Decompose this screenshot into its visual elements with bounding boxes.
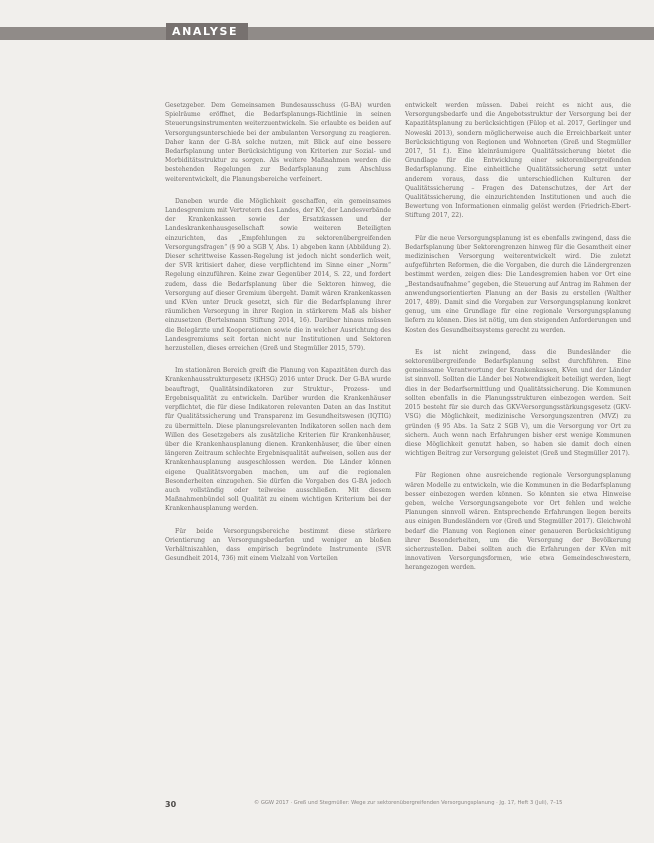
paragraph: Gesetzgeber. Dem Gemeinsamen Bundesausschuss (G-BA) wurden Spielräume eröffnet, die Bedarfsplanungs-Richtlinie in seinen Steuerungsinstrumenten weiterzuentwickeln. Sie erlaubte es beiden auf Versorgungsunterschiede bei der ambulanten Versorgung zu reagieren. Daher kann der G-BA solche nutzen, mit Blick auf eine bessere Bedarfsplanung unter Berücksichtigung von Kriterien zur Sozial- und Morbiditätsstruktur zu sorgen. Als weitere Maßnahmen werden die bestehenden Regelungen zur Bedarfsplanung zum Abschluss weiterentwickelt, die Planungsbereiche verfeinert.	[165, 102, 391, 183]
paragraph: Für Regionen ohne ausreichende regionale Versorgungsplanung wären Modelle zu entwickeln, wie die Kommunen in die Bedarfsplanung besser einbezogen werden können. So könnten sie etwa Hinweise geben, welche Versorgungsangebote vor Ort fehlen und welche Planungen sinnvoll wären. Entsprechende Erfahrungen liegen bereits aus einigen Bundesländern vor (Greß und Stegmüller 2017). Gleichwohl bedarf die Planung von Regionen einer genaueren Berücksichtigung ihrer Besonderheiten, um die Versorgung der Bevölkerung sicherzustellen. Dabei sollten auch die Erfahrungen der KVen mit innovativen Versorgungsformen, wie etwa Gemeindeschwestern, herangezogen werden.	[405, 472, 631, 572]
paragraph: Im stationären Bereich greift die Planung von Kapazitäten durch das Krankenhausstrukturgesetz (KHSG) 2016 unter Druck. Der G-BA wurde beauftragt, Qualitätsindikatoren zur Struktur-, Prozess- und Ergebnisqualität zu entwickeln. Darüber wurden die Krankenhäuser verpflichtet, die für diese Indikatoren relevanten Daten an das Institut für Qualitätssicherung und Transparenz im Gesundheitswesen (IQTIG) zu übermitteln. Diese planungsrelevanten Indikatoren sollen nach dem Willen des Gesetzgebers als zusätzliche Kriterien für Krankenhäuser, über die Krankenhausplanung dienen. Krankenhäuser, die über einen längeren Zeitraum schlechte Ergebnisqualität aufweisen, sollen aus der Krankenhausplanung ausgeschlossen werden. Die Länder können eigene Qualitätsvorgaben machen, um auf die regionalen Besonderheiten einzugehen. Sie dürfen die Vorgaben des G-BA jedoch auch vollständig oder teilweise ausschließen. Mit diesem Maßnahmenbündel soll Qualität zu einem wichtigen Kriterium bei der Krankenhausplanung werden.	[165, 367, 391, 513]
left-column	[165, 101, 391, 576]
page-number: 30	[165, 800, 177, 809]
paragraph: Für die neue Versorgungsplanung ist es ebenfalls zwingend, dass die Bedarfsplanung über Sektorengrenzen hinweg für die Gesamtheit einer medizinischen Versorgung weiterentwickelt wird. Die zuletzt aufgeführten Reformen, die die Vorgaben, die durch die Ländergrenzen bestimmt werden, zeigen dies: Die Landesgremien haben vor Ort eine „Bestandsaufnahme“ gegeben, die Steuerung auf Antrag im Rahmen der anwendungsorientierten Planung an der Basis zu erstellen (Walther 2017, 489). Damit sind die Vorgaben zur Versorgungsplanung konkret genug, um eine Grundlage für eine regionale Versorgungsplanung liefern zu können. Dies ist nötig, um den steigenden Anforderungen und Kosten des Gesundheitssystems gerecht zu werden.	[405, 234, 631, 334]
right-column	[405, 101, 631, 586]
paragraph: entwickelt werden müssen. Dabei reicht es nicht aus, die Versorgungsbedarfe und die Angebotsstruktur der Versorgung bei der Kapazitätsplanung zu berücksichtigen (Fülop et al. 2017, Gerlinger und Noweski 2013), sondern möglicherweise auch die Erreichbarkeit unter Berücksichtigung von Regionen und Wohnorten (Greß und Stegmüller 2017, 51 f.). Eine kleinräumigere Qualitätssicherung bietet die Grundlage für die Entwicklung einer sektorenübergreifenden Bedarfsplanung. Eine einheitliche Qualitätssicherung setzt unter anderem voraus, dass die unterschiedlichen Kulturen der Qualitätssicherung – Fragen des Datenschutzes, der Art der Qualitätssicherung, die einzurichtenden Institutionen und auch die Bewertung von Informationen einmalig gelöst werden (Friedrich-Ebert-Stiftung 2017, 22).	[405, 102, 631, 220]
paragraph: Es ist nicht zwingend, dass die Bundesländer die sektorenübergreifende Bedarfsplanung selbst durchführen. Eine gemeinsame Verantwortung der Krankenkassen, KVen und der Länder ist sinnvoll. Sollten die Länder bei Notwendigkeit beteiligt werden, liegt dies in der Bedarfsermittlung und Qualitätssicherung. Die Kommunen sollten ebenfalls in die Planungsstrukturen einbezogen werden. Seit 2015 besteht für sie durch das GKV-Versorgungsstärkungsgesetz (GKV-VSG) die Möglichkeit, medizinische Versorgungszentren (MVZ) zu gründen (§ 95 Abs. 1a Satz 2 SGB V), um die Versorgung vor Ort zu sichern. Auch wenn nach Erfahrungen bisher erst wenige Kommunen diese Möglichkeit genutzt haben, so haben sie damit doch einen wichtigen Beitrag zur Versorgung geleistet (Greß und Stegmüller 2017).	[405, 348, 631, 458]
paragraph: Daneben wurde die Möglichkeit geschaffen, ein gemeinsames Landesgremium mit Vertretern des Landes, der KV, der Landesverbände der Krankenkassen sowie der Ersatzkassen und der Landeskrankenhausgesellschaft sowie weiteren Beteiligten einzurichten, das „Empfehlungen zu sektorenübergreifenden Versorgungsfragen“ (§ 90 a SGB V, Abs. 1) abgeben kann (Abbildung 2). Dieser schrittweise Kassen-Regelung ist jedoch nicht sonderlich weit, der SVR kritisiert daher, diese verpflichtend im Sinne einer „Norm“ Regelung einzuführen. Keine zwar Gegenüber 2014, S. 22, und fordert zudem, dass die Bedarfsplanung über die Sektoren hinweg, die Versorgung auf dieser Gremium übergeht. Damit wären Krankenkassen und KVen unter Druck gesetzt, sich für die Bedarfsplanung ihrer räumlichen Versorgung in ihrer Region in stärkerem Maß als bisher einzusetzen (Bertelsmann Stiftung 2014, 16). Darüber hinaus müssen die Belegärzte und Kooperationen sowie die in welcher Ausrichtung des Landesgremiums seit fortan nicht nur Institutionen und Sektoren herzustellen, dieses erreichen (Greß und Stegmüller 2015, 579).	[165, 197, 391, 353]
section-label: ANALYSE	[172, 25, 239, 38]
paragraph: Für beide Versorgungsbereiche bestimmt diese stärkere Orientierung an Versorgungsbedarfen und weniger an bloßen Verhältniszahlen, dass empirisch begründete Instrumente (SVR Gesundheit 2014, 736) mit einem Vielzahl von Vorteilen	[165, 527, 391, 563]
footer-citation: © GGW 2017 · Greß und Stegmüller: Wege zur sektorenübergreifenden Versorgungsplanung · Jg. 17, Heft 3 (Juli), 7–15	[254, 800, 563, 806]
header-bar	[0, 27, 654, 40]
